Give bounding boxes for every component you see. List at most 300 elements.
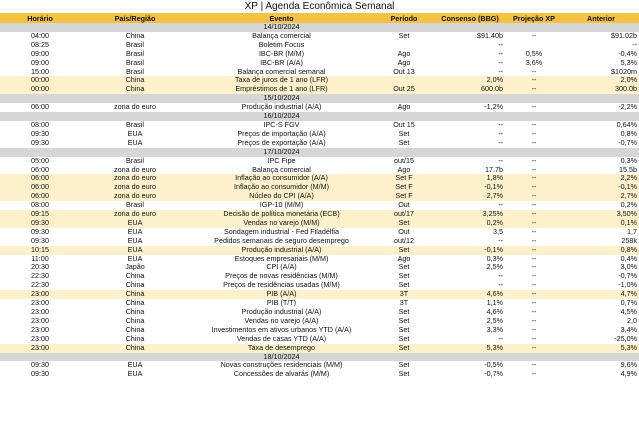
consensus-cell: 1,1% xyxy=(486,299,503,308)
period-cell: Out 15 xyxy=(393,120,415,129)
xp-projection-cell: -- xyxy=(531,120,537,129)
date-separator-blank xyxy=(0,353,190,362)
event-cell: Empréstimos de 1 ano (LFR) xyxy=(190,85,373,94)
xp-projection-cell: -- xyxy=(531,308,537,316)
time-cell: 22:30 xyxy=(31,272,49,281)
consensus-cell: -- xyxy=(498,156,503,165)
consensus-cell: 2,5% xyxy=(486,263,503,272)
table-row xyxy=(0,317,639,326)
event-cell: Núcleo do CPI (A/A) xyxy=(190,192,373,201)
country-cell: China xyxy=(125,316,145,325)
date-separator-blank xyxy=(373,23,639,32)
event-cell: IBC-BR (M/M) xyxy=(258,49,305,58)
header-horario: Horário xyxy=(0,13,80,23)
date-separator-blank xyxy=(373,112,639,121)
table-row xyxy=(0,32,639,41)
table-row xyxy=(0,166,639,175)
period-cell: Set xyxy=(398,361,410,370)
event-cell: Sondagem industrial - Fed Filadélfia xyxy=(223,227,340,236)
previous-cell: 5,3% xyxy=(620,58,637,67)
period-cell: out/17 xyxy=(373,210,435,219)
period-cell: Out xyxy=(398,227,410,236)
country-cell: EUA xyxy=(80,219,190,228)
consensus-cell: 3,3% xyxy=(486,325,503,334)
date-label: 16/10/2024 xyxy=(190,112,373,121)
consensus-cell: -- xyxy=(498,67,503,76)
period-cell: Set xyxy=(398,138,410,147)
previous-cell: 0,3% xyxy=(620,156,637,165)
period-cell: Out 25 xyxy=(373,85,435,94)
event-cell: IBC-BR (A/A) xyxy=(260,58,303,67)
previous-cell: 2,2% xyxy=(563,174,639,183)
event-cell: IGP-10 (M/M) xyxy=(259,201,304,210)
xp-projection-cell: -- xyxy=(505,192,563,201)
country-cell: Brasil xyxy=(126,201,144,210)
time-cell: 09:30 xyxy=(31,227,49,236)
table-row xyxy=(0,41,639,50)
country-cell: zona do euro xyxy=(114,103,156,112)
date-label: 15/10/2024 xyxy=(190,94,373,103)
time-cell: 09:30 xyxy=(31,129,49,138)
header-projecao-xp: Projeção XP xyxy=(505,13,563,23)
xp-projection-cell: -- xyxy=(531,138,537,147)
previous-cell: -0,7% xyxy=(618,272,637,281)
time-cell: 09:30 xyxy=(31,370,49,379)
xp-projection-cell: -- xyxy=(531,325,537,334)
consensus-cell: 3,25% xyxy=(435,210,505,219)
time-cell: 23:00 xyxy=(31,308,49,316)
table-row xyxy=(0,237,639,246)
xp-projection-cell: -- xyxy=(531,316,537,325)
event-cell: CPI (A/A) xyxy=(266,263,297,272)
table-row xyxy=(0,290,639,299)
consensus-cell: -1,2% xyxy=(484,103,503,112)
time-cell: 09:30 xyxy=(31,236,49,245)
previous-cell: 0,8% xyxy=(563,246,639,255)
period-cell: Out xyxy=(398,201,410,210)
consensus-cell: 600.0b xyxy=(435,85,505,94)
table-row xyxy=(0,370,639,379)
previous-cell: -0,1% xyxy=(563,183,639,192)
time-cell: 23:00 xyxy=(31,299,49,308)
date-label: 14/10/2024 xyxy=(190,23,373,32)
time-cell: 08:00 xyxy=(31,120,49,129)
xp-projection-cell: -- xyxy=(505,290,563,299)
time-cell: 09:15 xyxy=(0,210,80,219)
date-separator-blank xyxy=(0,23,190,32)
consensus-cell: -0,7% xyxy=(484,370,503,379)
xp-projection-cell: -- xyxy=(505,219,563,228)
consensus-cell: -0,5% xyxy=(484,361,503,370)
date-separator-blank xyxy=(373,353,639,362)
table-row xyxy=(0,299,639,308)
event-cell: Preços de importação (A/A) xyxy=(237,129,326,138)
date-separator-blank xyxy=(0,148,190,157)
xp-projection-cell: -- xyxy=(531,361,537,370)
period-cell: Set xyxy=(373,344,435,353)
consensus-cell: -0,1% xyxy=(435,183,505,192)
period-cell: Set xyxy=(398,263,410,272)
event-cell: PIB (T/T) xyxy=(266,299,297,308)
country-cell: Brasil xyxy=(126,156,144,165)
period-cell: Set F xyxy=(373,192,435,201)
event-cell: Boletim Focus xyxy=(258,40,305,49)
country-cell: China xyxy=(125,281,145,290)
country-cell: Brasil xyxy=(126,120,144,129)
table-row xyxy=(0,335,639,344)
table-body xyxy=(0,23,639,379)
period-cell: Set F xyxy=(373,183,435,192)
event-cell: Balança comercial semanal xyxy=(237,67,326,76)
country-cell: EUA xyxy=(127,370,143,379)
period-cell: Ago xyxy=(397,254,411,263)
date-separator-row xyxy=(0,94,639,103)
time-cell: 10:15 xyxy=(0,246,80,255)
table-row xyxy=(0,76,639,85)
period-cell: Set F xyxy=(373,174,435,183)
country-cell: China xyxy=(80,290,190,299)
table-row xyxy=(0,344,639,353)
country-cell: China xyxy=(125,325,145,334)
table-row xyxy=(0,272,639,281)
table-row xyxy=(0,139,639,148)
country-cell: China xyxy=(125,334,145,343)
event-cell: Novas construções residenciais (M/M) xyxy=(220,361,343,370)
consensus-cell: 5,3% xyxy=(435,344,505,353)
period-cell: out/15 xyxy=(394,156,414,165)
previous-cell: $91.02b xyxy=(611,31,637,40)
time-cell: 09:00 xyxy=(31,58,49,67)
xp-projection-cell: -- xyxy=(531,165,537,174)
consensus-cell: -- xyxy=(498,49,503,58)
country-cell: zona do euro xyxy=(80,183,190,192)
event-cell: PIB (A/A) xyxy=(190,290,373,299)
time-cell: 09:30 xyxy=(0,219,80,228)
period-cell: Ago xyxy=(397,49,411,58)
table-row xyxy=(0,103,639,112)
table-row xyxy=(0,174,639,183)
previous-cell: 1,7 xyxy=(627,227,637,236)
table-row xyxy=(0,121,639,130)
xp-projection-cell xyxy=(505,41,563,50)
previous-cell: 3,4% xyxy=(620,325,637,334)
previous-cell: 2,7% xyxy=(563,192,639,201)
event-cell: Preços de novas residências (M/M) xyxy=(225,272,338,281)
consensus-cell: 3,5 xyxy=(493,227,503,236)
event-cell: Vendas no varejo (M/M) xyxy=(190,219,373,228)
date-label: 18/10/2024 xyxy=(190,353,373,362)
consensus-cell: -- xyxy=(498,272,503,281)
xp-projection-cell: -- xyxy=(531,31,537,40)
country-cell: EUA xyxy=(80,246,190,255)
xp-projection-cell: -- xyxy=(531,370,537,379)
period-cell: Set xyxy=(398,316,410,325)
period-cell: Set xyxy=(398,281,410,290)
period-cell: Set xyxy=(398,129,410,138)
xp-projection-cell: -- xyxy=(505,85,563,94)
previous-cell: 0,4% xyxy=(620,254,637,263)
country-cell: Japão xyxy=(125,263,145,272)
table-row xyxy=(0,326,639,335)
period-cell: Out 13 xyxy=(393,67,415,76)
time-cell: 00:00 xyxy=(0,85,80,94)
time-cell: 08:00 xyxy=(31,201,49,210)
page-title: XP | Agenda Econômica Semanal xyxy=(244,1,395,12)
previous-cell: -25,0% xyxy=(614,334,637,343)
xp-projection-cell: -- xyxy=(531,227,537,236)
time-cell: 09:30 xyxy=(31,361,49,370)
economic-calendar-table xyxy=(0,13,639,379)
period-cell: Set xyxy=(398,334,410,343)
date-separator-row xyxy=(0,112,639,121)
time-cell: 09:00 xyxy=(31,49,49,58)
table-row xyxy=(0,183,639,192)
time-cell: 00:00 xyxy=(0,76,80,85)
table-row xyxy=(0,50,639,59)
time-cell: 23:00 xyxy=(31,334,49,343)
xp-projection-cell: 3,6% xyxy=(525,58,543,67)
xp-projection-cell: -- xyxy=(531,334,537,343)
consensus-cell: -- xyxy=(498,58,503,67)
period-cell: Ago xyxy=(397,58,411,67)
table-row xyxy=(0,228,639,237)
previous-cell: -1,0% xyxy=(618,281,637,290)
consensus-cell: 2,5% xyxy=(486,316,503,325)
date-label: 17/10/2024 xyxy=(190,148,373,157)
table-row xyxy=(0,263,639,272)
event-cell: Preços de residências usadas (M/M) xyxy=(223,281,340,290)
event-cell: Pedidos semanais de seguro desemprego xyxy=(214,236,349,245)
time-cell: 23:00 xyxy=(0,344,80,353)
country-cell: zona do euro xyxy=(80,174,190,183)
consensus-cell: -- xyxy=(498,138,503,147)
previous-cell: 15.5b xyxy=(619,165,637,174)
event-cell: IPC-S FGV xyxy=(263,120,300,129)
period-cell: Set xyxy=(398,272,410,281)
xp-projection-cell: -- xyxy=(531,201,537,210)
country-cell: China xyxy=(125,299,145,308)
country-cell: Brasil xyxy=(126,58,144,67)
consensus-cell: 4,6% xyxy=(486,308,503,316)
date-separator-blank xyxy=(0,112,190,121)
time-cell: 05:00 xyxy=(31,156,49,165)
period-cell: Ago xyxy=(397,165,411,174)
event-cell: Produção industrial (A/A) xyxy=(241,308,322,316)
consensus-cell: -- xyxy=(498,120,503,129)
xp-projection-cell: -- xyxy=(531,67,537,76)
consensus-cell: 17.7b xyxy=(485,165,503,174)
consensus-cell: -- xyxy=(498,129,503,138)
consensus-cell: 0,2% xyxy=(435,219,505,228)
event-cell: Balança comercial xyxy=(252,31,311,40)
header-anterior: Anterior xyxy=(563,13,639,23)
xp-projection-cell: -- xyxy=(505,183,563,192)
consensus-cell: -0,1% xyxy=(435,246,505,255)
table-row xyxy=(0,308,639,317)
xp-projection-cell: -- xyxy=(531,272,537,281)
date-separator-blank xyxy=(373,94,639,103)
time-cell: 06:00 xyxy=(31,103,49,112)
period-cell: Set xyxy=(398,308,410,316)
time-cell: 06:00 xyxy=(0,174,80,183)
period-cell: Set xyxy=(398,31,410,40)
date-separator-blank xyxy=(373,148,639,157)
period-cell xyxy=(373,41,435,50)
time-cell: 20:30 xyxy=(31,263,49,272)
previous-cell: 0,7% xyxy=(620,299,637,308)
table-row xyxy=(0,130,639,139)
event-cell: Taxa de juros de 1 ano (LFR) xyxy=(190,76,373,85)
event-cell: Taxa de desemprego xyxy=(190,344,373,353)
xp-projection-cell: -- xyxy=(505,76,563,85)
previous-cell: -2,2% xyxy=(618,103,637,112)
event-cell: Decisão de política monetária (ECB) xyxy=(190,210,373,219)
event-cell: Balança comercial xyxy=(252,165,311,174)
date-separator-blank xyxy=(0,94,190,103)
xp-projection-cell: -- xyxy=(505,344,563,353)
consensus-cell: $91.40b xyxy=(477,31,503,40)
time-cell: 23:00 xyxy=(31,316,49,325)
period-cell: Ago xyxy=(397,103,411,112)
event-cell: Investimentos em ativos urbanos YTD (A/A) xyxy=(211,325,352,334)
period-cell: Set xyxy=(373,219,435,228)
period-cell: out/12 xyxy=(394,236,414,245)
event-cell: Vendas de casas YTD (A/A) xyxy=(236,334,327,343)
table-row xyxy=(0,85,639,94)
country-cell: zona do euro xyxy=(114,165,156,174)
header-consenso: Consenso (BBG) xyxy=(435,13,505,23)
xp-projection-cell: -- xyxy=(531,299,537,308)
table-row xyxy=(0,192,639,201)
header-pais-regiao: País/Região xyxy=(80,13,190,23)
previous-cell: 3,50% xyxy=(563,210,639,219)
table-header-row xyxy=(0,13,639,23)
time-cell: 23:00 xyxy=(31,325,49,334)
consensus-cell: 0,3% xyxy=(486,254,503,263)
table-row xyxy=(0,59,639,68)
previous-cell: 0,8% xyxy=(620,129,637,138)
time-cell: 22:30 xyxy=(31,281,49,290)
time-cell: 06:00 xyxy=(31,165,49,174)
previous-cell: 0,64% xyxy=(616,120,637,129)
previous-cell: 300.0b xyxy=(563,85,639,94)
time-cell: 09:30 xyxy=(31,138,49,147)
consensus-cell: 4,6% xyxy=(435,290,505,299)
time-cell: 15:00 xyxy=(31,67,49,76)
consensus-cell: -- xyxy=(498,40,503,49)
consensus-cell: -- xyxy=(498,201,503,210)
xp-projection-cell: -- xyxy=(531,263,537,272)
consensus-cell: -- xyxy=(498,236,503,245)
consensus-cell: -- xyxy=(498,281,503,290)
country-cell: Brasil xyxy=(126,49,144,58)
previous-cell: 5,3% xyxy=(563,344,639,353)
event-cell: Preços de exportação (A/A) xyxy=(237,138,326,147)
table-row xyxy=(0,157,639,166)
event-cell: Concessões de alvarás (M/M) xyxy=(233,370,330,379)
country-cell: China xyxy=(125,308,145,316)
previous-cell: 3,0% xyxy=(620,263,637,272)
xp-projection-cell: -- xyxy=(505,210,563,219)
previous-cell: 0,2% xyxy=(620,201,637,210)
table-row xyxy=(0,201,639,210)
date-separator-row xyxy=(0,353,639,362)
previous-cell: 9,6% xyxy=(620,361,637,370)
country-cell: zona do euro xyxy=(80,192,190,201)
country-cell: China xyxy=(125,31,145,40)
event-cell: Produção industrial (A/A) xyxy=(190,246,373,255)
event-cell: Estoques empresariais (M/M) xyxy=(234,254,329,263)
time-cell: 06:00 xyxy=(0,192,80,201)
previous-cell: 4,5% xyxy=(620,308,637,316)
table-row xyxy=(0,210,639,219)
table-row xyxy=(0,246,639,255)
country-cell: EUA xyxy=(127,129,143,138)
previous-cell: 4,7% xyxy=(563,290,639,299)
event-cell: Inflação ao consumidor (M/M) xyxy=(190,183,373,192)
xp-projection-cell: -- xyxy=(505,246,563,255)
previous-cell: 2,0% xyxy=(563,76,639,85)
previous-cell: 2,0 xyxy=(627,316,637,325)
previous-cell: -- xyxy=(632,40,637,49)
period-cell: Set xyxy=(398,325,410,334)
consensus-cell: 2,7% xyxy=(435,192,505,201)
event-cell: IPC Fipe xyxy=(267,156,296,165)
time-cell: 08:25 xyxy=(31,40,49,49)
xp-projection-cell: -- xyxy=(505,174,563,183)
period-cell: 3T xyxy=(373,290,435,299)
country-cell: China xyxy=(125,272,145,281)
xp-projection-cell: -- xyxy=(531,254,537,263)
previous-cell: 4,9% xyxy=(620,370,637,379)
country-cell: China xyxy=(80,344,190,353)
event-cell: Produção industrial (A/A) xyxy=(241,103,322,112)
country-cell: Brasil xyxy=(126,67,144,76)
period-cell: Set xyxy=(373,246,435,255)
period-cell xyxy=(373,76,435,85)
xp-projection-cell: -- xyxy=(531,281,537,290)
date-separator-row xyxy=(0,148,639,157)
xp-projection-cell: -- xyxy=(531,156,537,165)
header-periodo: Período xyxy=(373,13,435,23)
time-cell: 04:00 xyxy=(31,31,49,40)
previous-cell: -0,4% xyxy=(618,49,637,58)
event-cell: Inflação ao consumidor (A/A) xyxy=(190,174,373,183)
xp-projection-cell: 0,5% xyxy=(525,49,543,58)
country-cell: zona do euro xyxy=(80,210,190,219)
country-cell: EUA xyxy=(127,361,143,370)
table-row xyxy=(0,255,639,264)
country-cell: China xyxy=(80,76,190,85)
table-row xyxy=(0,281,639,290)
previous-cell: 258k xyxy=(621,236,637,245)
country-cell: EUA xyxy=(127,227,143,236)
previous-cell: 0,1% xyxy=(563,219,639,228)
country-cell: EUA xyxy=(127,254,143,263)
country-cell: China xyxy=(80,85,190,94)
xp-projection-cell: -- xyxy=(531,129,537,138)
date-separator-row xyxy=(0,23,639,32)
table-row xyxy=(0,219,639,228)
consensus-cell: 2,0% xyxy=(435,76,505,85)
period-cell: Set xyxy=(398,370,410,379)
xp-projection-cell: -- xyxy=(531,236,537,245)
period-cell: 3T xyxy=(399,299,409,308)
consensus-cell: 1,8% xyxy=(435,174,505,183)
previous-cell: $1020m xyxy=(611,67,637,76)
table-row xyxy=(0,68,639,77)
consensus-cell: -- xyxy=(498,334,503,343)
